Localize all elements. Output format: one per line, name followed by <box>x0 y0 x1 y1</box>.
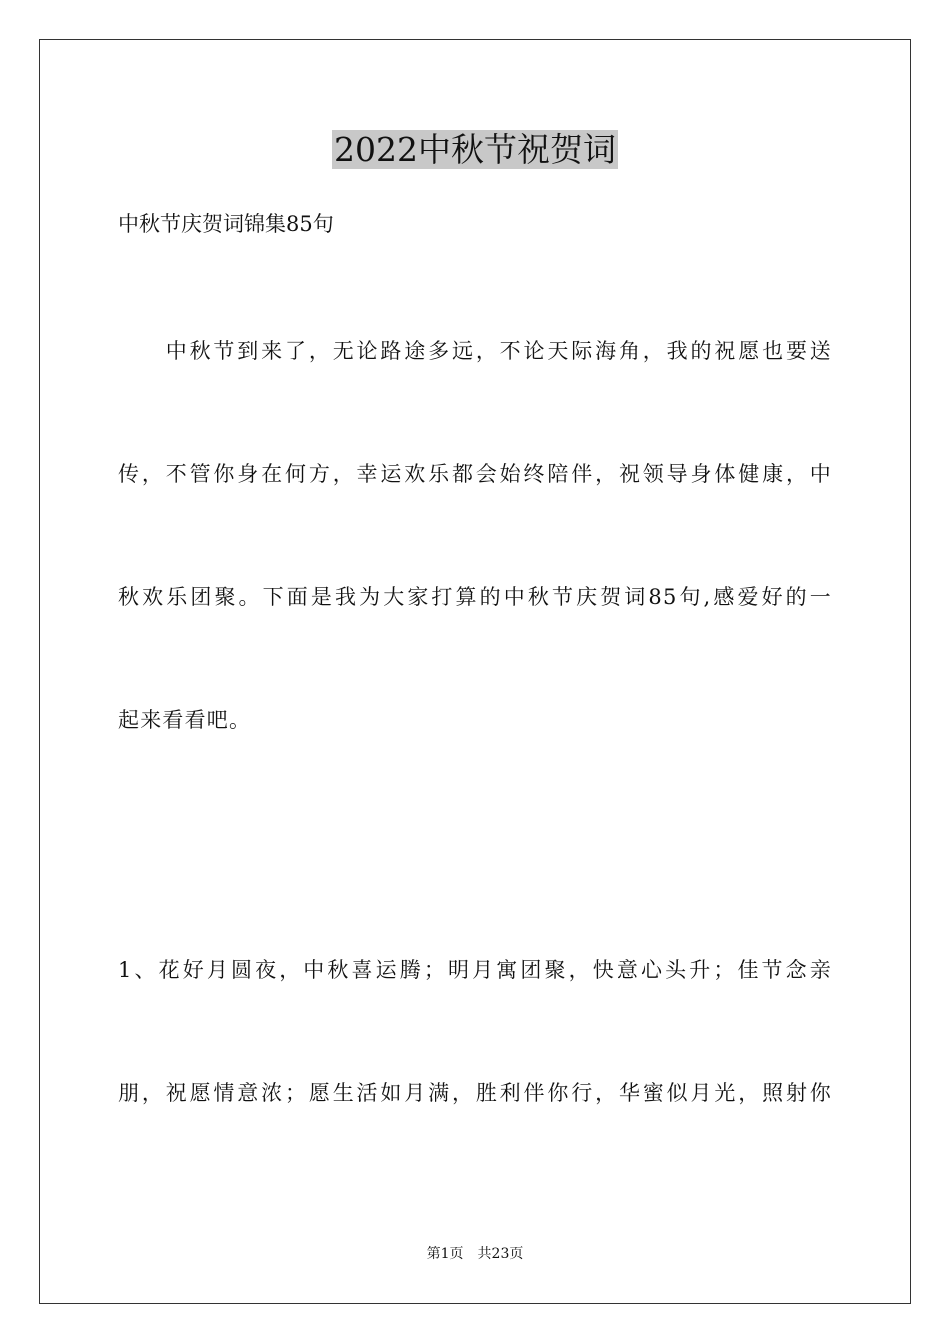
intro-line-3: 秋欢乐团聚。下面是我为大家打算的中秋节庆贺词85句,感爱好的一 <box>118 585 832 609</box>
item-1-line-1: 1、花好月圆夜，中秋喜运腾；明月寓团聚，快意心头升；佳节念亲 <box>118 958 832 982</box>
document-subtitle: 中秋节庆贺词锦集85句 <box>118 212 334 236</box>
page-footer: 第1页 共23页 <box>426 1246 524 1262</box>
intro-line-2: 传，不管你身在何方，幸运欢乐都会始终陪伴，祝领导身体健康，中 <box>118 462 832 486</box>
document-title <box>0 126 950 174</box>
intro-line-4: 起来看看吧。 <box>118 708 252 732</box>
item-1-line-2: 朋，祝愿情意浓；愿生活如月满，胜利伴你行，华蜜似月光，照射你 <box>118 1081 832 1105</box>
intro-line-1: 中秋节到来了，无论路途多远，不论天际海角，我的祝愿也要送 <box>118 339 832 363</box>
document-title-text: 2022中秋节祝贺词 <box>334 130 616 169</box>
